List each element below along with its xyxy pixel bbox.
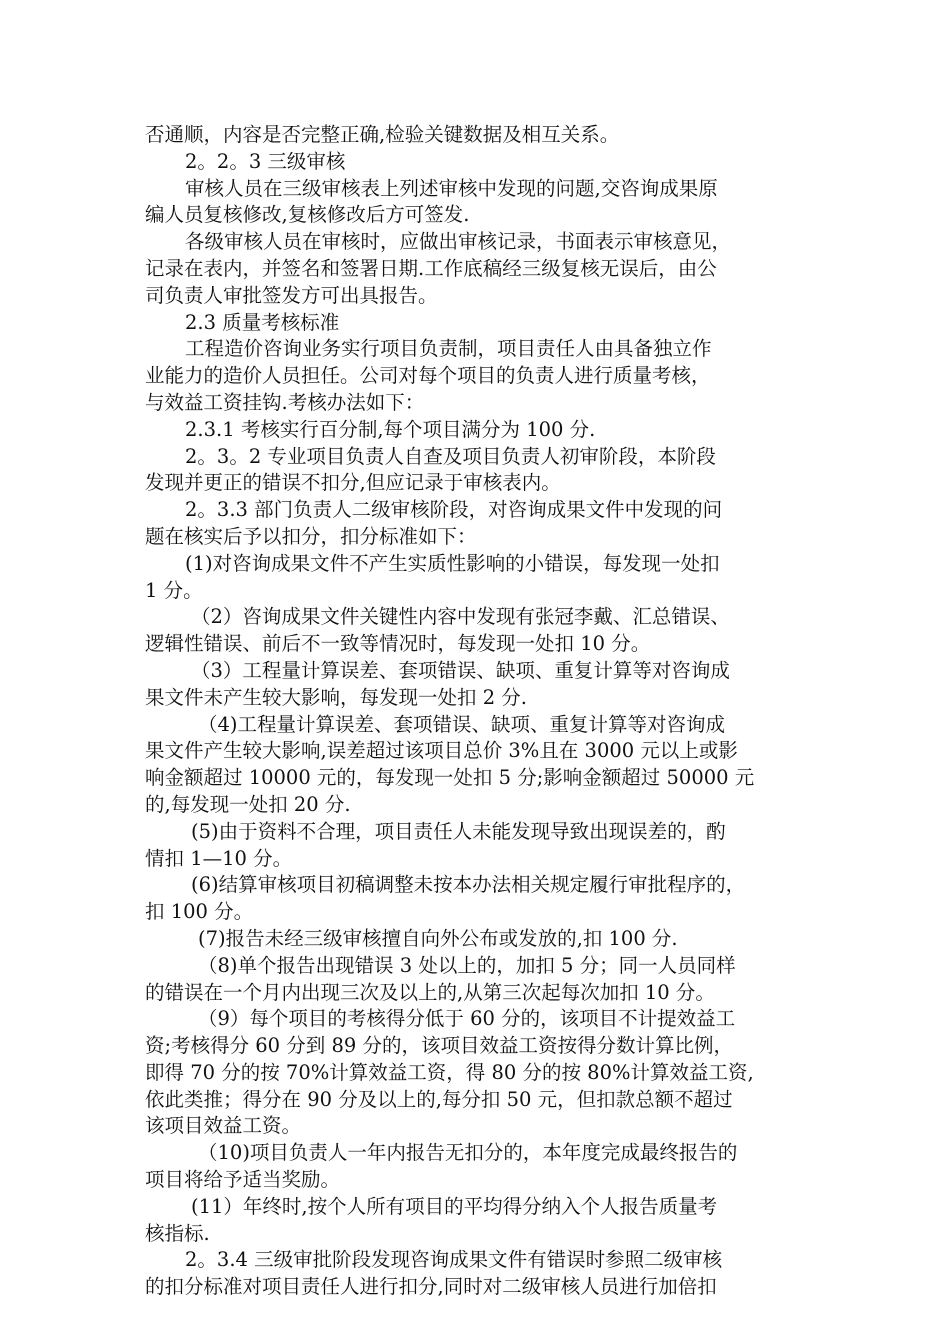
list-item: (5)由于资料不合理，项目责任人未能发现导致出现误差的，酌 (191, 819, 726, 843)
text-line: 记录在表内，并签名和签署日期.工作底稿经三级复核无误后，由公 (145, 256, 717, 280)
text-line: 与效益工资挂钩.考核办法如下： (145, 390, 425, 414)
text-line: 扣 100 分。 (145, 900, 254, 924)
text-line: 2。3.3 部门负责人二级审核阶段，对咨询成果文件中发现的问 (185, 498, 723, 522)
list-item: (1)对咨询成果文件不产生实质性影响的小错误，每发现一处扣 (185, 551, 720, 575)
text-line: 依此类推；得分在 90 分及以上的,每分扣 50 元，但扣款总额不超过 (145, 1087, 733, 1111)
text-line: 即得 70 分的按 70%计算效益工资，得 80 分的按 80%计算效益工资, (145, 1060, 754, 1084)
section-heading: 2.3 质量考核标准 (185, 310, 340, 334)
text-line: 编人员复核修改,复核修改后方可签发. (145, 203, 470, 227)
text-line: 情扣 1—10 分。 (145, 846, 293, 870)
list-item: （4)工程量计算误差、套项错误、缺项、重复计算等对咨询成 (198, 712, 726, 736)
document-body (145, 122, 815, 1301)
text-line: 资;考核得分 60 分到 89 分的，该项目效益工资按得分数计算比例， (145, 1034, 733, 1058)
list-item: （10)项目负责人一年内报告无扣分的，本年度完成最终报告的 (198, 1141, 738, 1165)
text-line: 司负责人审批签发方可出具报告。 (145, 283, 438, 307)
text-line: 2。3.4 三级审批阶段发现咨询成果文件有错误时参照二级审核 (185, 1248, 723, 1272)
text-line: 项目将给予适当奖励。 (145, 1168, 341, 1192)
list-item: (11）年终时,按个人所有项目的平均得分纳入个人报告质量考 (191, 1194, 718, 1218)
text-line: 的错误在一个月内出现三次及以上的,从第三次起每次加扣 10 分。 (145, 980, 715, 1004)
text-line: 果文件产生较大影响,误差超过该项目总价 3%且在 3000 元以上或影 (145, 739, 738, 763)
text-line: 的,每发现一处扣 20 分. (145, 792, 351, 816)
section-heading: 2。2。3 三级审核 (185, 149, 346, 173)
list-item: （8)单个报告出现错误 3 处以上的，加扣 5 分；同一人员同样 (198, 953, 736, 977)
text-line: 否通顺，内容是否完整正确,检验关键数据及相互关系。 (145, 123, 620, 146)
list-item: （9）每个项目的考核得分低于 60 分的，该项目不计提效益工 (198, 1007, 736, 1031)
list-item: （3）工程量计算误差、套项错误、缺项、重复计算等对咨询成 (191, 658, 730, 682)
text-line: 1 分。 (145, 578, 203, 602)
text-line: 业能力的造价人员担任。公司对每个项目的负责人进行质量考核， (145, 364, 711, 388)
text-line: 逻辑性错误、前后不一致等情况时，每发现一处扣 10 分。 (145, 632, 651, 656)
text-line: 各级审核人员在审核时，应做出审核记录，书面表示审核意见， (185, 230, 732, 254)
text-line: 审核人员在三级审核表上列述审核中发现的问题,交咨询成果原 (185, 176, 718, 200)
text-line: 2.3.1 考核实行百分制,每个项目满分为 100 分. (185, 417, 596, 441)
list-item: (7)报告未经三级审核擅自向外公布或发放的,扣 100 分. (198, 926, 678, 950)
text-line: 果文件未产生较大影响，每发现一处扣 2 分. (145, 685, 528, 709)
text-line: 2。3。2 专业项目负责人自查及项目负责人初审阶段，本阶段 (185, 444, 716, 468)
list-item: （2）咨询成果文件关键性内容中发现有张冠李戴、汇总错误、 (191, 605, 730, 629)
text-line: 响金额超过 10000 元的，每发现一处扣 5 分;影响金额超过 50000 元 (145, 766, 755, 790)
list-item: (6)结算审核项目初稿调整未按本办法相关规定履行审批程序的， (191, 873, 746, 897)
text-line: 该项目效益工资。 (145, 1114, 302, 1138)
text-line: 工程造价咨询业务实行项目负责制，项目责任人由具备独立作 (185, 337, 712, 361)
text-line: 核指标. (145, 1221, 210, 1245)
text-line: 发现并更正的错误不扣分,但应记录于审核表内。 (145, 471, 561, 495)
text-line: 题在核实后予以扣分，扣分标准如下： (145, 524, 477, 548)
text-line: 的扣分标准对项目责任人进行扣分,同时对二级审核人员进行加倍扣 (145, 1275, 717, 1299)
